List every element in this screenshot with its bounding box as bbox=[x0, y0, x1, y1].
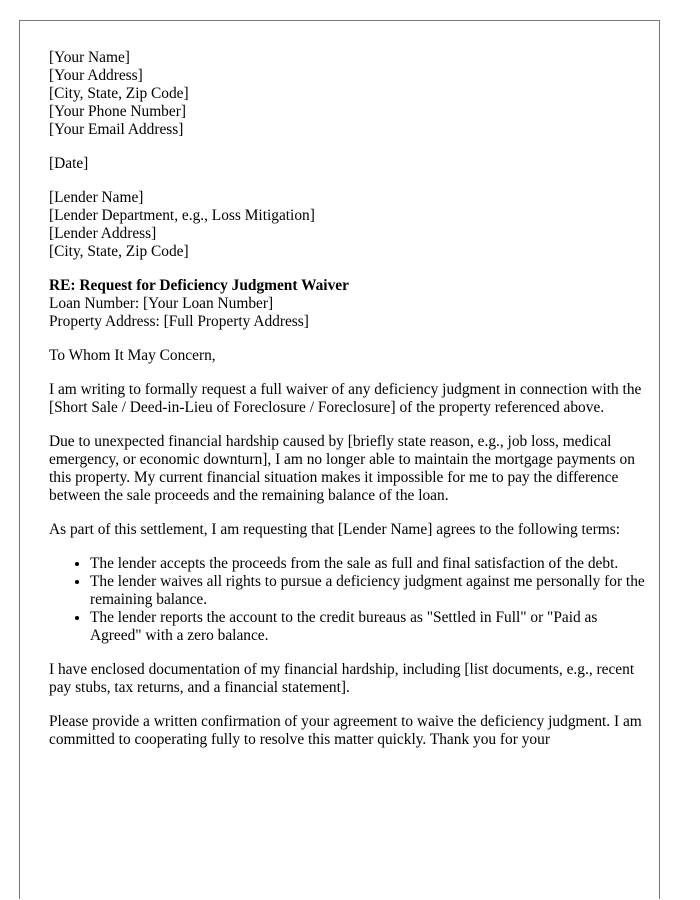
recipient-block bbox=[49, 189, 649, 261]
letter-body bbox=[49, 49, 649, 765]
sender-email: [Your Email Address] bbox=[49, 121, 184, 138]
recipient-city-state-zip: [City, State, Zip Code] bbox=[49, 243, 189, 260]
terms-list-item: • The lender reports the account to the credit bureaus as "Settled in Full" or "Paid as Agreed" with a zero balance. bbox=[90, 609, 649, 645]
sender-city-state-zip: [City, State, Zip Code] bbox=[49, 85, 189, 102]
salutation: To Whom It May Concern, bbox=[49, 347, 216, 364]
sender-name: [Your Name] bbox=[49, 49, 130, 66]
documentation-paragraph: I have enclosed documentation of my financial hardship, including [list documents, e.g., recent pay stubs, tax returns, and a financial statement]. bbox=[49, 661, 635, 696]
hardship-paragraph: Due to unexpected financial hardship caused by [briefly state reason, e.g., job loss, medical emergency, or economic downturn], I am no longer able to maintain the mortgage payments on this property. My current financial situation makes it impossible for me to pay the difference between the sale proceeds and the remaining balance of the loan. bbox=[49, 433, 635, 504]
recipient-department: [Lender Department, e.g., Loss Mitigation] bbox=[49, 207, 315, 224]
sender-block bbox=[49, 49, 649, 139]
recipient-address: [Lender Address] bbox=[49, 225, 157, 242]
intro-paragraph: I am writing to formally request a full waiver of any deficiency judgment in connection with the [Short Sale / Deed-in-Lieu of Foreclosure / Foreclosure] of the property referenced above. bbox=[49, 381, 642, 416]
closing-paragraph: Please provide a written confirmation of your agreement to waive the deficiency judgment. I am committed to cooperating fully to resolve this matter quickly. Thank you for your bbox=[49, 713, 642, 748]
letter-date: [Date] bbox=[49, 155, 89, 172]
terms-list-item: • The lender accepts the proceeds from the sale as full and final satisfaction of the debt. bbox=[90, 555, 649, 573]
sender-phone: [Your Phone Number] bbox=[49, 103, 186, 120]
terms-list-item: • The lender waives all rights to pursue a deficiency judgment against me personally for the remaining balance. bbox=[90, 573, 649, 609]
subject-line: RE: Request for Deficiency Judgment Waiver bbox=[49, 277, 349, 294]
terms-list bbox=[49, 555, 649, 645]
sender-address: [Your Address] bbox=[49, 67, 143, 84]
settlement-paragraph: As part of this settlement, I am requesting that [Lender Name] agrees to the following terms: bbox=[49, 521, 620, 538]
recipient-name: [Lender Name] bbox=[49, 189, 144, 206]
loan-number: Loan Number: [Your Loan Number] bbox=[49, 295, 274, 312]
subject-block bbox=[49, 277, 649, 331]
property-address: Property Address: [Full Property Address] bbox=[49, 313, 309, 330]
letter-page bbox=[19, 20, 660, 899]
date-block bbox=[49, 155, 649, 173]
